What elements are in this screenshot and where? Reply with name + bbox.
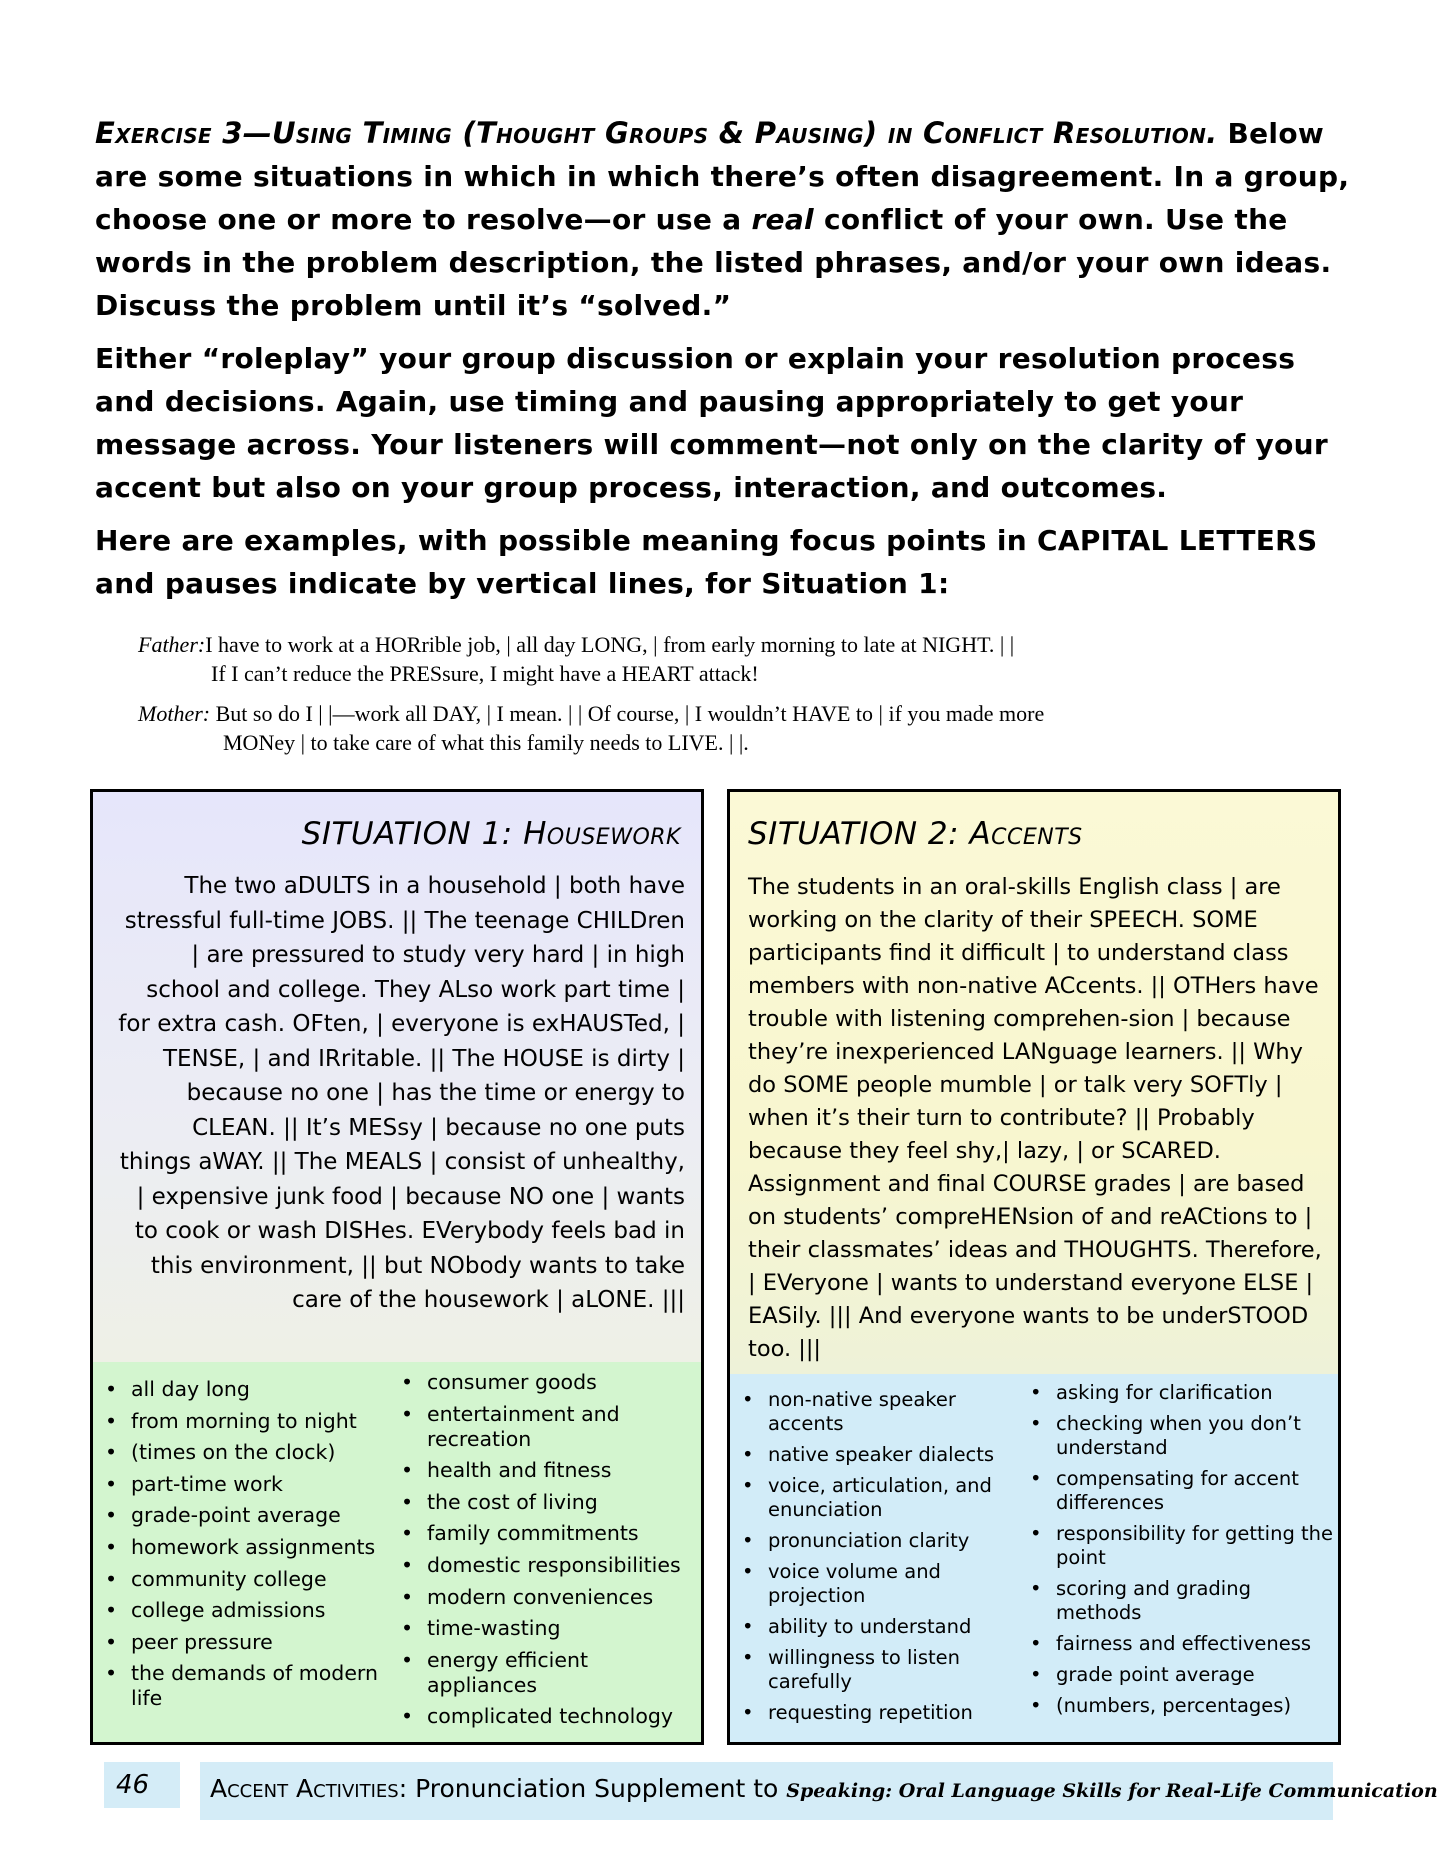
phrase-list-item: • native speaker dialects [742,1443,1032,1467]
instructions-text-1b: conflict of your own. Use the words in the problem description, the listed phrases, and/or your own ideas. Discuss the problem until it’s “solved.” [95,203,1332,322]
phrase-list-item: • compensating for accent differences [1030,1467,1340,1515]
phrase-list-item: • asking for clarification [1030,1381,1340,1405]
running-footer [200,1762,1438,1820]
phrase-list-item: • voice volume and projection [742,1560,1032,1608]
phrase-list-item: • from morning to night [105,1409,385,1434]
phrase-list-item: • voice, articulation, and enunciation [742,1474,1032,1522]
phrase-list-item: • requesting repetition [742,1701,1032,1725]
phrase-list-item: • ability to understand [742,1615,1032,1639]
phrase-list-item: • peer pressure [105,1630,385,1655]
father-line-2: If I can’t reduce the PRESsure, I might have a HEART attack! [211,661,759,686]
mother-line-1: But so do I | |—work all DAY, | I mean. | | Of course, | I wouldn’t HAVE to | if you made more [210,701,1045,726]
phrase-list-item: • fairness and effectiveness [1030,1632,1340,1656]
phrase-list-item: • homework assignments [105,1535,385,1560]
phrase-list-item: • community college [105,1567,385,1592]
phrase-list-item: • modern conveniences [401,1585,701,1610]
phrase-list-item: • responsibility for getting the point [1030,1522,1340,1570]
mother-turn [138,699,1268,757]
phrase-list-item: • the demands of modern life [105,1661,385,1711]
phrase-list-item: • scoring and grading methods [1030,1577,1340,1625]
footer-text [210,1774,1438,1803]
phrase-list-item: • (numbers, percentages) [1030,1694,1340,1718]
father-turn [138,630,1268,688]
situation-2-title [748,816,1083,852]
phrase-list-item: • family commitments [401,1521,701,1546]
phrase-list-item: • checking when you don’t understand [1030,1412,1340,1460]
situation-2-box [727,789,1341,1745]
phrase-list-item: • college admissions [105,1598,385,1623]
phrase-list-item: • health and fitness [401,1458,701,1483]
phrase-list-item: • grade point average [1030,1663,1340,1687]
footer-subtitle: : Pronunciation Supplement to [398,1774,787,1803]
phrase-list-item: • time-wasting [401,1616,701,1641]
exercise-instructions [95,112,1355,605]
phrase-list-item: • grade-point average [105,1503,385,1528]
phrase-list-item: • all day long [105,1377,385,1402]
phrase-list-item: • energy efficient appliances [401,1648,701,1698]
situation-1-text: The two aDULTS in a household | both have stressful full-time JOBS. || The teenage CHILDren | are pressured to study very hard | in high school and college. They ALso work part time | for extra cash. OFten, | everyone is exHAUSTed, | TENSE, | and IRritable. || The HOUSE is dirty | because no one | has the time or energy to CLEAN. || It’s MESsy | because no one puts things aWAY. || The MEALS | consist of unhealthy, | expensive junk food | because NO one | wants to cook or wash DISHes. EVerybody feels bad in this environment, || but NObody wants to take care of the housework | aLONE. ||| [118,873,685,1313]
instructions-text-1a: Below are some situations in which in which there’s often disagreement. In a group, choose one or more to resolve—or use a [95,117,1350,236]
phrase-list-item: • part-time work [105,1472,385,1497]
situation-2-title-prefix: SITUATION 2: [748,816,970,852]
phrase-list-item: • willingness to listen carefully [742,1646,1032,1694]
phrase-list-item: • complicated technology [401,1704,701,1729]
situation-1-title [302,816,681,852]
example-dialog [138,630,1268,757]
phrase-list-item: • pronunciation clarity [742,1529,1032,1553]
footer-book-title: Speaking: Oral Language Skills for Real-Life Communication [786,1780,1438,1802]
instructions-paragraph-3: Here are examples, with possible meaning focus points in CAPITAL LETTERS and pauses indicate by vertical lines, for Situation 1: [95,524,1318,600]
situation-1-phrases-right [401,1370,701,1736]
phrase-list-item: • non-native speaker accents [742,1388,1032,1436]
father-line-1: I have to work at a HORrible job, | all day LONG, | from early morning to late at NIGHT. | | [205,632,1015,657]
phrase-list-item: • the cost of living [401,1490,701,1515]
mother-speaker: Mother: [138,701,211,726]
footer-series: Accent Activities [210,1774,399,1803]
instructions-paragraph-1 [95,112,1355,327]
situation-1-phrases-left [105,1377,385,1718]
exercise-title: Exercise 3—Using Timing (Thought Groups & Pausing) in Conflict Resolution. [95,116,1218,150]
phrase-list-item: • consumer goods [401,1370,701,1395]
situation-1-title-word: Housework [523,816,681,852]
situation-2-phrases-right [1030,1381,1340,1725]
situation-2-phrases-left [742,1388,1032,1732]
situation-1-box [90,789,704,1745]
instructions-paragraph-2: Either “roleplay” your group discussion or explain your resolution process and decisions. Again, use timing and pausing appropriately to get your message across. Your listeners will comment—not only on the clarity of your accent but also on your group process, interaction, and outcomes. [95,342,1328,504]
page-number: 46 [104,1762,180,1808]
phrase-list-item: • entertainment and recreation [401,1402,701,1452]
phrase-list-item: • (times on the clock) [105,1440,385,1465]
mother-line-2: MONey | to take care of what this family needs to LIVE. | |. [223,730,749,755]
phrase-list-item: • domestic responsibilities [401,1553,701,1578]
situation-2-title-word: Accents [969,816,1083,852]
situation-2-text: The students in an oral-skills English class | are working on the clarity of their SPEECH. SOME participants find it difficult | to understand class members with non-native ACcents. || OTHers have trouble with listening comprehen-sion | because they’re inexperienced LANguage learners. || Why do SOME people mumble | or talk very SOFTly | when it’s their turn to contribute? || Probably because they feel shy,| lazy, | or SCARED. Assignment and final COURSE grades | are based on students’ compreHENsion of and reACtions to | their classmates’ ideas and THOUGHTS. Therefore, | EVeryone | wants to understand everyone ELSE | EASily. ||| And everyone wants to be underSTOOD too. ||| [748,874,1322,1362]
emphasis-real: real [751,203,814,236]
situation-1-title-prefix: SITUATION 1: [301,816,524,852]
father-speaker: Father: [138,632,206,657]
